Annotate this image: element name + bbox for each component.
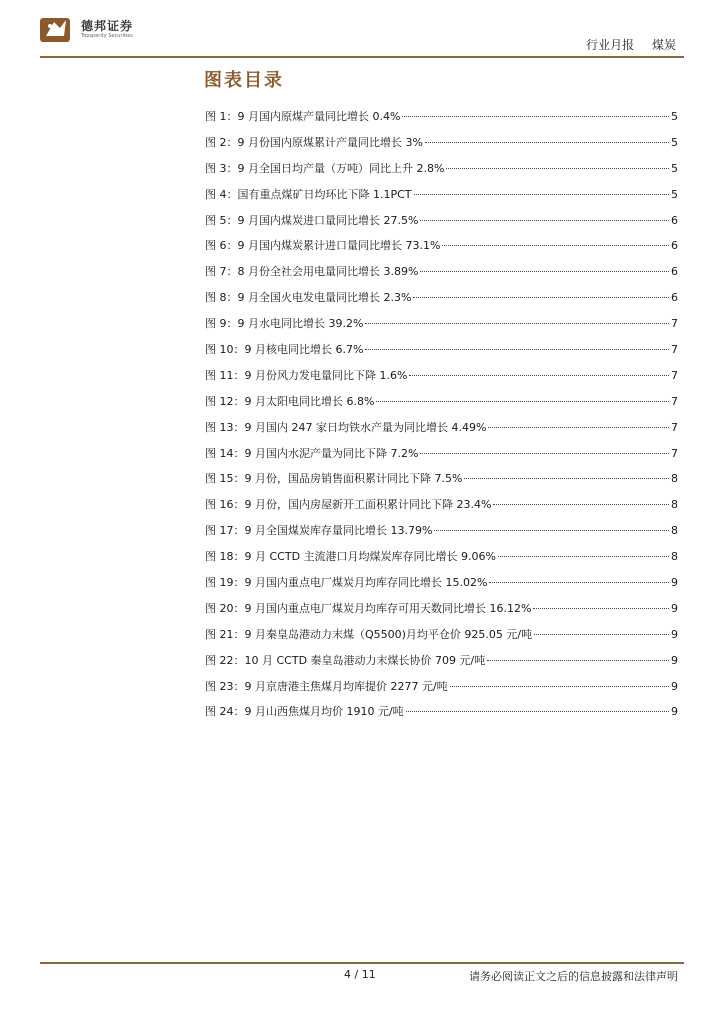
toc-entry-label: 图 23：9 月京唐港主焦煤月均库提价 2277 元/吨 — [205, 679, 448, 693]
toc-entry-page: 6 — [671, 239, 678, 253]
toc-entry[interactable] — [205, 156, 678, 182]
toc-leader-dots — [414, 194, 669, 195]
company-logo — [38, 14, 148, 48]
toc-leader-dots — [402, 116, 669, 117]
toc-leader-dots — [413, 297, 669, 298]
toc-entry-label: 图 5：9 月国内煤炭进口量同比增长 27.5% — [205, 213, 419, 227]
toc-entry[interactable] — [205, 337, 678, 363]
toc-leader-dots — [464, 478, 669, 479]
toc-entry[interactable] — [205, 648, 678, 674]
page-indicator: 4 / 11 — [344, 968, 376, 981]
toc-leader-dots — [409, 375, 669, 376]
toc-list — [205, 104, 678, 725]
toc-entry-label: 图 9：9 月水电同比增长 39.2% — [205, 317, 364, 331]
toc-leader-dots — [493, 504, 669, 505]
toc-entry-page: 9 — [671, 653, 678, 667]
toc-entry[interactable] — [205, 570, 678, 596]
toc-entry[interactable] — [205, 441, 678, 467]
toc-entry-label: 图 17：9 月全国煤炭库存量同比增长 13.79% — [205, 524, 433, 538]
toc-entry[interactable] — [205, 518, 678, 544]
toc-entry[interactable] — [205, 466, 678, 492]
toc-entry-label: 图 1：9 月国内原煤产量同比增长 0.4% — [205, 110, 401, 123]
toc-entry-page: 5 — [671, 135, 678, 149]
toc-leader-dots — [489, 582, 669, 583]
header-tags — [586, 36, 676, 53]
toc-entry-page: 7 — [671, 317, 678, 331]
toc-entry[interactable] — [205, 699, 678, 725]
footer-divider — [40, 962, 684, 964]
logo-text-cn: 德邦证券 — [81, 19, 134, 33]
toc-leader-dots — [533, 608, 669, 609]
toc-entry[interactable] — [205, 285, 678, 311]
toc-entry[interactable] — [205, 182, 678, 208]
toc-entry-page: 7 — [671, 394, 678, 408]
sector-label: 煤炭 — [651, 38, 676, 52]
toc-leader-dots — [420, 453, 669, 454]
toc-entry-label: 图 20：9 月国内重点电厂煤炭月均库存可用天数同比增长 16.12% — [205, 601, 532, 615]
toc-leader-dots — [487, 660, 669, 661]
toc-entry[interactable] — [205, 492, 678, 518]
toc-entry[interactable] — [205, 311, 678, 337]
toc-leader-dots — [442, 245, 669, 246]
toc-leader-dots — [365, 349, 669, 350]
toc-entry[interactable] — [205, 674, 678, 700]
toc-entry-page: 9 — [671, 601, 678, 615]
toc-entry-label: 图 13：9 月国内 247 家日均铁水产量为同比增长 4.49% — [205, 420, 487, 434]
toc-leader-dots — [434, 530, 669, 531]
toc-leader-dots — [406, 711, 669, 712]
toc-entry[interactable] — [205, 622, 678, 648]
toc-entry-page: 6 — [671, 265, 678, 279]
toc-entry[interactable] — [205, 389, 678, 415]
logo-mark-icon — [38, 14, 78, 46]
toc-entry-page: 9 — [671, 679, 678, 693]
toc-entry-label: 图 12：9 月太阳电同比增长 6.8% — [205, 394, 375, 408]
toc-entry-label: 图 11：9 月份风力发电量同比下降 1.6% — [205, 368, 408, 382]
toc-leader-dots — [534, 634, 669, 635]
toc-entry-label: 图 22：10 月 CCTD 秦皇岛港动力末煤长协价 709 元/吨 — [205, 653, 486, 667]
toc-leader-dots — [450, 686, 669, 687]
toc-entry-page: 7 — [671, 420, 678, 434]
toc-entry[interactable] — [205, 415, 678, 441]
toc-entry[interactable] — [205, 130, 678, 156]
toc-entry-page: 8 — [671, 472, 678, 486]
toc-entry-label: 图 24：9 月山西焦煤月均价 1910 元/吨 — [205, 705, 404, 719]
toc-entry-page: 8 — [671, 498, 678, 512]
toc-leader-dots — [498, 556, 669, 557]
toc-entry-page: 8 — [671, 550, 678, 564]
toc-entry-label: 图 21：9 月秦皇岛港动力末煤（Q5500)月均平仓价 925.05 元/吨 — [205, 627, 533, 641]
toc-entry[interactable] — [205, 544, 678, 570]
toc-entry-page: 5 — [671, 161, 678, 175]
toc-entry-label: 图 4：国有重点煤矿日均环比下降 1.1PCT — [205, 187, 412, 201]
toc-entry-page: 9 — [671, 627, 678, 641]
toc-entry-label: 图 18：9 月 CCTD 主流港口月均煤炭库存同比增长 9.06% — [205, 550, 496, 564]
toc-entry-page: 5 — [671, 187, 678, 201]
toc-leader-dots — [488, 427, 669, 428]
toc-entry-page: 6 — [671, 213, 678, 227]
toc-entry-page: 5 — [671, 110, 678, 123]
toc-entry-label: 图 7：8 月份全社会用电量同比增长 3.89% — [205, 265, 419, 279]
header-divider — [40, 56, 684, 58]
toc-entry-page: 7 — [671, 446, 678, 460]
toc-leader-dots — [420, 271, 669, 272]
toc-leader-dots — [446, 168, 669, 169]
toc-entry[interactable] — [205, 104, 678, 130]
toc-entry[interactable] — [205, 363, 678, 389]
toc-entry-label: 图 14：9 月国内水泥产量为同比下降 7.2% — [205, 446, 419, 460]
toc-entry-page: 8 — [671, 524, 678, 538]
toc-entry-page: 7 — [671, 343, 678, 357]
logo-text-en: Topsperity Securities — [81, 33, 133, 39]
toc-entry-page: 7 — [671, 368, 678, 382]
toc-entry-label: 图 2：9 月份国内原煤累计产量同比增长 3% — [205, 135, 423, 149]
report-type-label: 行业月报 — [586, 38, 635, 52]
toc-leader-dots — [365, 323, 669, 324]
toc-entry-page: 9 — [671, 576, 678, 590]
toc-entry-page: 9 — [671, 705, 678, 719]
toc-entry[interactable] — [205, 233, 678, 259]
toc-entry-label: 图 6：9 月国内煤炭累计进口量同比增长 73.1% — [205, 239, 441, 253]
toc-entry-label: 图 15：9 月份，国品房销售面积累计同比下降 7.5% — [205, 472, 463, 486]
toc-entry[interactable] — [205, 208, 678, 234]
toc-leader-dots — [425, 142, 669, 143]
toc-leader-dots — [420, 220, 669, 221]
toc-entry-label: 图 3：9 月全国日均产量（万吨）同比上升 2.8% — [205, 161, 445, 175]
toc-entry[interactable] — [205, 259, 678, 285]
toc-entry-label: 图 19：9 月国内重点电厂煤炭月均库存同比增长 15.02% — [205, 576, 488, 590]
legal-disclaimer: 请务必阅读正文之后的信息披露和法律声明 — [469, 970, 678, 983]
toc-entry[interactable] — [205, 596, 678, 622]
toc-title: 图表目录 — [204, 70, 284, 91]
toc-entry-label: 图 8：9 月全国火电发电量同比增长 2.3% — [205, 291, 412, 305]
toc-entry-page: 6 — [671, 291, 678, 305]
toc-entry-label: 图 10：9 月核电同比增长 6.7% — [205, 343, 364, 357]
toc-leader-dots — [376, 401, 669, 402]
toc-entry-label: 图 16：9 月份，国内房屋新开工面积累计同比下降 23.4% — [205, 498, 492, 512]
